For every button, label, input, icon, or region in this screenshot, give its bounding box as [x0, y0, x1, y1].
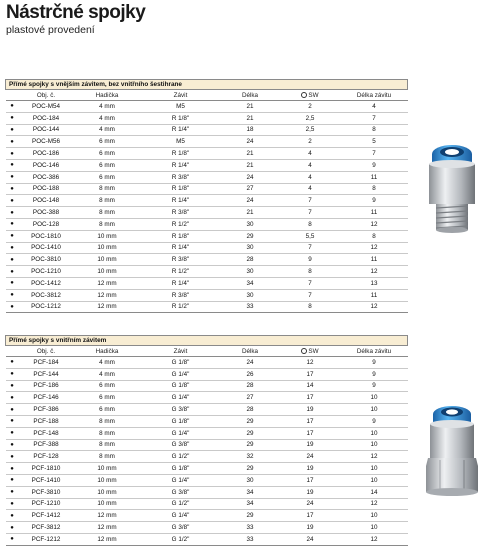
thread-cell: R 1/2": [141, 218, 221, 230]
thread-length-cell: 12: [341, 266, 408, 278]
part-number-cell: PCF-186: [19, 380, 74, 392]
sw-cell: 17: [280, 392, 341, 404]
bullet-icon: ●: [6, 266, 19, 278]
table-row: [6, 218, 408, 230]
part-number-cell: POC-128: [19, 218, 74, 230]
table-female-thread-fittings: [5, 335, 408, 546]
table-row: [6, 101, 408, 113]
tube-cell: 6 mm: [74, 159, 141, 171]
bullet-icon: ●: [6, 498, 19, 510]
sw-cell: 4: [280, 183, 341, 195]
part-number-cell: PCF-146: [19, 392, 74, 404]
push-in-fitting-male-thread-icon: [412, 138, 492, 238]
part-number-cell: PCF-1412: [19, 510, 74, 522]
column-header-part-number: Obj. č.: [19, 346, 74, 357]
table-row: [6, 301, 408, 313]
part-number-cell: PCF-3810: [19, 486, 74, 498]
table-row: [6, 486, 408, 498]
tube-cell: 12 mm: [74, 301, 141, 313]
part-number-cell: POC-186: [19, 148, 74, 160]
bullet-icon: ●: [6, 380, 19, 392]
bullet-icon: ●: [6, 195, 19, 207]
length-cell: 29: [221, 439, 280, 451]
tube-cell: 12 mm: [74, 277, 141, 289]
bullet-icon: ●: [6, 510, 19, 522]
column-header-length: Délka: [221, 346, 280, 357]
part-number-cell: PCF-128: [19, 451, 74, 463]
thread-cell: M5: [141, 136, 221, 148]
bullet-icon: ●: [6, 171, 19, 183]
part-number-cell: POC-1212: [19, 301, 74, 313]
tube-cell: 8 mm: [74, 207, 141, 219]
table-row: [6, 277, 408, 289]
thread-length-cell: 10: [341, 392, 408, 404]
length-cell: 28: [221, 380, 280, 392]
part-number-cell: PCF-1212: [19, 533, 74, 545]
sw-cell: 7: [280, 195, 341, 207]
length-cell: 34: [221, 277, 280, 289]
length-cell: 32: [221, 451, 280, 463]
table-row: [6, 463, 408, 475]
thread-cell: R 1/4": [141, 159, 221, 171]
part-number-cell: PCF-1810: [19, 463, 74, 475]
length-cell: 24: [221, 136, 280, 148]
thread-cell: R 3/8": [141, 254, 221, 266]
tube-cell: 4 mm: [74, 357, 141, 369]
table-row: [6, 254, 408, 266]
length-cell: 21: [221, 112, 280, 124]
part-number-cell: POC-3810: [19, 254, 74, 266]
thread-length-cell: 7: [341, 112, 408, 124]
sw-cell: 4: [280, 148, 341, 160]
column-header-thread: Závit: [141, 346, 221, 357]
thread-cell: R 1/4": [141, 195, 221, 207]
part-number-cell: PCF-144: [19, 368, 74, 380]
length-cell: 27: [221, 183, 280, 195]
thread-length-cell: 13: [341, 277, 408, 289]
tube-cell: 10 mm: [74, 498, 141, 510]
tube-cell: 8 mm: [74, 415, 141, 427]
bullet-icon: ●: [6, 474, 19, 486]
thread-length-cell: 9: [341, 415, 408, 427]
length-cell: 33: [221, 522, 280, 534]
thread-cell: G 1/2": [141, 533, 221, 545]
thread-cell: G 1/8": [141, 357, 221, 369]
length-cell: 24: [221, 171, 280, 183]
push-in-fitting-female-thread-icon: [414, 400, 490, 500]
tube-cell: 6 mm: [74, 380, 141, 392]
tube-cell: 12 mm: [74, 522, 141, 534]
length-cell: 21: [221, 159, 280, 171]
table-row: [6, 183, 408, 195]
thread-cell: R 1/4": [141, 124, 221, 136]
part-number-cell: POC-1810: [19, 230, 74, 242]
length-cell: 30: [221, 474, 280, 486]
thread-cell: G 1/4": [141, 474, 221, 486]
thread-cell: G 1/8": [141, 380, 221, 392]
length-cell: 24: [221, 357, 280, 369]
sw-cell: 9: [280, 254, 341, 266]
sw-cell: 19: [280, 404, 341, 416]
table-row: [6, 136, 408, 148]
tube-cell: 6 mm: [74, 148, 141, 160]
column-header-thread: Závit: [141, 90, 221, 101]
thread-cell: G 1/4": [141, 392, 221, 404]
page-title: Nástrčné spojky: [6, 2, 146, 23]
part-number-cell: POC-148: [19, 195, 74, 207]
thread-cell: G 1/8": [141, 415, 221, 427]
table-row: [6, 159, 408, 171]
table-row: [6, 510, 408, 522]
column-header-sw-label: SW: [308, 347, 319, 355]
tube-cell: 4 mm: [74, 101, 141, 113]
tube-cell: 10 mm: [74, 254, 141, 266]
tube-cell: 8 mm: [74, 451, 141, 463]
length-cell: 30: [221, 289, 280, 301]
tube-cell: 10 mm: [74, 474, 141, 486]
table-row: [6, 392, 408, 404]
table-row: [6, 124, 408, 136]
bullet-icon: ●: [6, 392, 19, 404]
sw-cell: 2: [280, 101, 341, 113]
length-cell: 26: [221, 368, 280, 380]
part-number-cell: POC-M56: [19, 136, 74, 148]
tube-cell: 8 mm: [74, 427, 141, 439]
thread-length-cell: 9: [341, 368, 408, 380]
thread-length-cell: 11: [341, 171, 408, 183]
length-cell: 34: [221, 486, 280, 498]
thread-cell: R 1/8": [141, 183, 221, 195]
table-row: [6, 380, 408, 392]
thread-cell: G 3/8": [141, 439, 221, 451]
tube-cell: 12 mm: [74, 289, 141, 301]
tube-cell: 4 mm: [74, 112, 141, 124]
bullet-icon: ●: [6, 218, 19, 230]
sw-cell: 17: [280, 415, 341, 427]
sw-cell: 24: [280, 533, 341, 545]
thread-length-cell: 9: [341, 159, 408, 171]
sw-cell: 7: [280, 242, 341, 254]
tube-cell: 10 mm: [74, 463, 141, 475]
part-number-cell: PCF-3812: [19, 522, 74, 534]
part-number-cell: POC-184: [19, 112, 74, 124]
length-cell: 30: [221, 266, 280, 278]
length-cell: 30: [221, 242, 280, 254]
tube-cell: 6 mm: [74, 404, 141, 416]
bullet-icon: ●: [6, 427, 19, 439]
part-number-cell: PCF-1410: [19, 474, 74, 486]
thread-cell: G 3/8": [141, 522, 221, 534]
sw-cell: 19: [280, 522, 341, 534]
tube-cell: 6 mm: [74, 392, 141, 404]
table-row: [6, 522, 408, 534]
length-cell: 24: [221, 195, 280, 207]
sw-cell: 17: [280, 474, 341, 486]
bullet-icon: ●: [6, 148, 19, 160]
length-cell: 34: [221, 498, 280, 510]
length-cell: 21: [221, 101, 280, 113]
sw-cell: 17: [280, 510, 341, 522]
sw-cell: 24: [280, 451, 341, 463]
table-caption: Přímé spojky s vnějším závitem, bez vnitřního šestihrane: [6, 80, 408, 90]
sw-cell: 8: [280, 218, 341, 230]
part-number-cell: POC-1210: [19, 266, 74, 278]
part-number-cell: POC-1412: [19, 277, 74, 289]
bullet-icon: ●: [6, 463, 19, 475]
sw-cell: 19: [280, 486, 341, 498]
bullet-icon: ●: [6, 289, 19, 301]
bullet-icon: ●: [6, 124, 19, 136]
sw-cell: 5,5: [280, 230, 341, 242]
thread-length-cell: 12: [341, 301, 408, 313]
thread-cell: G 1/2": [141, 451, 221, 463]
tube-cell: 8 mm: [74, 439, 141, 451]
column-header-sw: [280, 346, 341, 357]
thread-length-cell: 7: [341, 148, 408, 160]
table-row: [6, 533, 408, 545]
thread-length-cell: 10: [341, 463, 408, 475]
length-cell: 29: [221, 230, 280, 242]
thread-length-cell: 10: [341, 404, 408, 416]
column-header-tube: Hadička: [74, 346, 141, 357]
sw-cell: 12: [280, 357, 341, 369]
table-row: [6, 474, 408, 486]
bullet-icon: ●: [6, 415, 19, 427]
table-row: [6, 357, 408, 369]
tube-cell: 10 mm: [74, 266, 141, 278]
tube-cell: 8 mm: [74, 183, 141, 195]
bullet-icon: ●: [6, 242, 19, 254]
length-cell: 27: [221, 392, 280, 404]
length-cell: 28: [221, 254, 280, 266]
thread-length-cell: 11: [341, 207, 408, 219]
thread-cell: G 1/8": [141, 463, 221, 475]
tube-cell: 4 mm: [74, 124, 141, 136]
page-subtitle: plastové provedení: [6, 24, 95, 36]
bullet-icon: ●: [6, 112, 19, 124]
sw-cell: 8: [280, 266, 341, 278]
table-row: [6, 230, 408, 242]
thread-length-cell: 10: [341, 427, 408, 439]
part-number-cell: POC-3812: [19, 289, 74, 301]
sw-cell: 17: [280, 368, 341, 380]
part-number-cell: PCF-386: [19, 404, 74, 416]
thread-cell: R 1/4": [141, 242, 221, 254]
length-cell: 28: [221, 404, 280, 416]
thread-length-cell: 8: [341, 183, 408, 195]
part-number-cell: PCF-188: [19, 415, 74, 427]
table-row: [6, 195, 408, 207]
thread-cell: R 1/8": [141, 148, 221, 160]
part-number-cell: PCF-184: [19, 357, 74, 369]
thread-length-cell: 12: [341, 533, 408, 545]
column-header: [6, 346, 19, 357]
table-row: [6, 207, 408, 219]
tube-cell: 10 mm: [74, 230, 141, 242]
length-cell: 29: [221, 427, 280, 439]
thread-length-cell: 10: [341, 522, 408, 534]
wrench-size-icon: [301, 92, 307, 98]
bullet-icon: ●: [6, 101, 19, 113]
part-number-cell: POC-386: [19, 171, 74, 183]
part-number-cell: POC-388: [19, 207, 74, 219]
thread-cell: R 1/2": [141, 266, 221, 278]
thread-length-cell: 11: [341, 289, 408, 301]
part-number-cell: POC-146: [19, 159, 74, 171]
thread-length-cell: 10: [341, 510, 408, 522]
sw-cell: 19: [280, 463, 341, 475]
column-header-sw-label: SW: [308, 91, 319, 99]
sw-cell: 24: [280, 498, 341, 510]
thread-cell: R 1/2": [141, 301, 221, 313]
tube-cell: 8 mm: [74, 218, 141, 230]
bullet-icon: ●: [6, 522, 19, 534]
part-number-cell: PCF-148: [19, 427, 74, 439]
thread-cell: G 1/4": [141, 427, 221, 439]
table-male-thread-fittings: [5, 79, 408, 313]
part-number-cell: POC-M54: [19, 101, 74, 113]
length-cell: 21: [221, 207, 280, 219]
thread-cell: G 1/2": [141, 498, 221, 510]
thread-cell: R 1/4": [141, 277, 221, 289]
thread-cell: R 3/8": [141, 207, 221, 219]
table-row: [6, 427, 408, 439]
thread-length-cell: 10: [341, 439, 408, 451]
thread-cell: M5: [141, 101, 221, 113]
bullet-icon: ●: [6, 230, 19, 242]
sw-cell: 4: [280, 171, 341, 183]
tube-cell: 4 mm: [74, 368, 141, 380]
sw-cell: 4: [280, 159, 341, 171]
length-cell: 30: [221, 218, 280, 230]
table-row: [6, 242, 408, 254]
tube-cell: 6 mm: [74, 171, 141, 183]
bullet-icon: ●: [6, 207, 19, 219]
sw-cell: 17: [280, 427, 341, 439]
thread-cell: R 1/8": [141, 230, 221, 242]
thread-cell: R 3/8": [141, 289, 221, 301]
bullet-icon: ●: [6, 368, 19, 380]
part-number-cell: PCF-388: [19, 439, 74, 451]
table-caption: Přímé spojky s vnitřním závitem: [6, 336, 408, 346]
thread-length-cell: 12: [341, 451, 408, 463]
bullet-icon: ●: [6, 159, 19, 171]
thread-cell: G 3/8": [141, 486, 221, 498]
sw-cell: 7: [280, 289, 341, 301]
wrench-size-icon: [301, 348, 307, 354]
table-row: [6, 498, 408, 510]
length-cell: 21: [221, 148, 280, 160]
column-header: [6, 90, 19, 101]
table-row: [6, 404, 408, 416]
sw-cell: 8: [280, 301, 341, 313]
tube-cell: 10 mm: [74, 486, 141, 498]
table-row: [6, 368, 408, 380]
bullet-icon: ●: [6, 277, 19, 289]
table-row: [6, 148, 408, 160]
column-header-thread-length: Délka závitu: [341, 346, 408, 357]
tube-cell: 12 mm: [74, 533, 141, 545]
tube-cell: 10 mm: [74, 242, 141, 254]
thread-length-cell: 12: [341, 218, 408, 230]
bullet-icon: ●: [6, 136, 19, 148]
bullet-icon: ●: [6, 533, 19, 545]
thread-length-cell: 12: [341, 498, 408, 510]
length-cell: 29: [221, 463, 280, 475]
bullet-icon: ●: [6, 439, 19, 451]
thread-cell: R 1/8": [141, 112, 221, 124]
thread-length-cell: 8: [341, 230, 408, 242]
thread-length-cell: 12: [341, 242, 408, 254]
thread-length-cell: 10: [341, 474, 408, 486]
bullet-icon: ●: [6, 486, 19, 498]
tube-cell: 8 mm: [74, 195, 141, 207]
thread-length-cell: 9: [341, 357, 408, 369]
sw-cell: 2,5: [280, 112, 341, 124]
bullet-icon: ●: [6, 183, 19, 195]
bullet-icon: ●: [6, 254, 19, 266]
sw-cell: 2,5: [280, 124, 341, 136]
part-number-cell: POC-188: [19, 183, 74, 195]
table-row: [6, 415, 408, 427]
table-row: [6, 289, 408, 301]
bullet-icon: ●: [6, 357, 19, 369]
thread-length-cell: 14: [341, 486, 408, 498]
sw-cell: 7: [280, 207, 341, 219]
length-cell: 29: [221, 415, 280, 427]
length-cell: 33: [221, 533, 280, 545]
sw-cell: 7: [280, 277, 341, 289]
thread-length-cell: 9: [341, 195, 408, 207]
thread-length-cell: 8: [341, 124, 408, 136]
table-row: [6, 439, 408, 451]
column-header-tube: Hadička: [74, 90, 141, 101]
thread-cell: G 1/4": [141, 510, 221, 522]
part-number-cell: POC-144: [19, 124, 74, 136]
part-number-cell: PCF-1210: [19, 498, 74, 510]
thread-length-cell: 9: [341, 380, 408, 392]
thread-length-cell: 4: [341, 101, 408, 113]
sw-cell: 2: [280, 136, 341, 148]
bullet-icon: ●: [6, 404, 19, 416]
length-cell: 29: [221, 510, 280, 522]
length-cell: 33: [221, 301, 280, 313]
part-number-cell: POC-1410: [19, 242, 74, 254]
table-row: [6, 171, 408, 183]
length-cell: 18: [221, 124, 280, 136]
table-row: [6, 112, 408, 124]
sw-cell: 19: [280, 439, 341, 451]
column-header-sw: [280, 90, 341, 101]
table-row: [6, 266, 408, 278]
tube-cell: 6 mm: [74, 136, 141, 148]
column-header-thread-length: Délka závitu: [341, 90, 408, 101]
sw-cell: 14: [280, 380, 341, 392]
thread-length-cell: 11: [341, 254, 408, 266]
bullet-icon: ●: [6, 451, 19, 463]
thread-cell: R 3/8": [141, 171, 221, 183]
thread-length-cell: 5: [341, 136, 408, 148]
thread-cell: G 3/8": [141, 404, 221, 416]
bullet-icon: ●: [6, 301, 19, 313]
table-row: [6, 451, 408, 463]
column-header-length: Délka: [221, 90, 280, 101]
tube-cell: 12 mm: [74, 510, 141, 522]
thread-cell: G 1/4": [141, 368, 221, 380]
column-header-part-number: Obj. č.: [19, 90, 74, 101]
